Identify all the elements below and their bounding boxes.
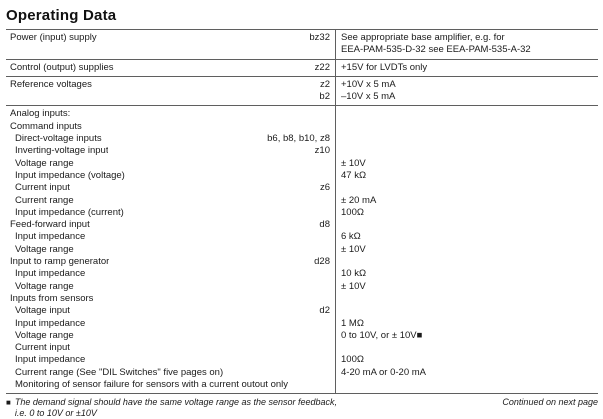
pin-code	[330, 342, 335, 354]
parameter-label: Current input	[15, 182, 70, 194]
parameter-label: Voltage range	[15, 243, 74, 255]
parameter-label: Input impedance (voltage)	[15, 169, 125, 181]
table-row	[6, 108, 598, 120]
pin-code	[330, 207, 335, 219]
parameter-cell	[6, 182, 335, 194]
parameter-cell	[6, 293, 335, 305]
parameter-cell	[6, 354, 335, 366]
pin-code	[330, 231, 335, 243]
parameter-cell	[6, 170, 335, 182]
parameter-value: 10 kΩ	[341, 268, 367, 280]
parameter-value: –10V x 5 mA	[341, 91, 396, 103]
pin-code	[330, 44, 335, 56]
footnote-line1: The demand signal should have the same voltage range as the sensor feedback,	[14, 397, 338, 408]
parameter-value: ± 10V	[341, 157, 366, 169]
table-row	[6, 170, 598, 182]
pin-code	[330, 367, 335, 379]
parameter-cell	[6, 158, 335, 170]
pin-code	[330, 318, 335, 330]
pin-code	[330, 379, 335, 391]
parameter-value: +15V for LVDTs only	[341, 61, 428, 73]
pin-code	[330, 170, 335, 182]
table-row	[6, 91, 598, 103]
parameter-value: 100Ω	[341, 206, 364, 218]
table-row	[6, 293, 598, 305]
table-row	[6, 318, 598, 330]
parameter-cell	[6, 330, 335, 342]
pin-code	[330, 330, 335, 342]
table-row	[6, 182, 598, 194]
parameter-cell	[6, 91, 335, 103]
parameter-cell	[6, 32, 335, 44]
table-section	[6, 77, 598, 107]
pin-code	[330, 244, 335, 256]
table-row	[6, 268, 598, 280]
parameter-value	[335, 342, 598, 354]
table-row	[6, 62, 598, 74]
footnote-square-icon: ■	[6, 398, 11, 408]
table-row	[6, 207, 598, 219]
parameter-label: Input impedance	[15, 231, 86, 243]
parameter-cell	[6, 62, 335, 74]
parameter-cell	[6, 305, 335, 317]
pin-code: d2	[319, 305, 330, 317]
pin-code: b2	[319, 91, 330, 103]
table-row	[6, 121, 598, 133]
parameter-label: Input impedance	[15, 317, 86, 329]
parameter-label: Input to ramp generator	[10, 256, 110, 268]
parameter-label: Monitoring of sensor failure for sensors with a current outout only	[15, 379, 288, 391]
parameter-value	[335, 108, 598, 120]
parameter-label: Input impedance	[15, 268, 86, 280]
footnote-area	[6, 397, 598, 419]
pin-code	[330, 108, 335, 120]
table-row	[6, 354, 598, 366]
parameter-cell	[6, 231, 335, 243]
parameter-value	[335, 293, 598, 305]
table-row	[6, 195, 598, 207]
parameter-cell	[6, 379, 335, 391]
parameter-value	[335, 219, 598, 231]
parameter-cell	[6, 268, 335, 280]
parameter-label: Input impedance (current)	[15, 206, 124, 218]
parameter-label: Power (input) supply	[10, 32, 97, 43]
table-row	[6, 244, 598, 256]
operating-data-table	[6, 29, 598, 394]
table-row	[6, 32, 598, 44]
parameter-label	[6, 91, 10, 103]
parameter-value: +10V x 5 mA	[341, 78, 396, 90]
parameter-label: Voltage range	[15, 280, 74, 292]
parameter-value: ± 20 mA	[341, 194, 377, 206]
table-row	[6, 219, 598, 231]
pin-code: b6, b8, b10, z8	[267, 133, 330, 145]
pin-code: z6	[319, 182, 330, 194]
parameter-cell	[6, 219, 335, 231]
parameter-label: Current range (See "DIL Switches" five pages on)	[15, 366, 224, 378]
parameter-value: ± 10V	[341, 280, 366, 292]
pin-code	[330, 195, 335, 207]
parameter-value	[335, 182, 598, 194]
parameter-cell	[6, 256, 335, 268]
parameter-cell	[6, 44, 335, 56]
table-row	[6, 256, 598, 268]
table-row	[6, 379, 598, 391]
parameter-label: Current input	[15, 342, 70, 354]
parameter-value: 1 MΩ	[341, 317, 364, 329]
parameter-label: Voltage range	[15, 157, 74, 169]
parameter-value: EEA-PAM-535-D-32 see EEA-PAM-535-A-32	[341, 44, 531, 56]
parameter-label: Inputs from sensors	[10, 292, 94, 304]
parameter-cell	[6, 79, 335, 91]
parameter-value: 100Ω	[341, 354, 364, 366]
parameter-cell	[6, 133, 335, 145]
table-section	[6, 106, 598, 393]
table-row	[6, 145, 598, 157]
parameter-label: Command inputs	[10, 120, 82, 132]
parameter-value: 0 to 10V, or ± 10V■	[341, 329, 423, 341]
pin-code	[330, 281, 335, 293]
table-row	[6, 133, 598, 145]
parameter-value: ± 10V	[341, 243, 366, 255]
parameter-value: 6 kΩ	[341, 231, 361, 243]
pin-code	[330, 158, 335, 170]
parameter-label: Voltage input	[15, 305, 70, 317]
table-row	[6, 281, 598, 293]
pin-code	[330, 293, 335, 305]
table-row	[6, 231, 598, 243]
pin-code	[330, 121, 335, 133]
parameter-cell	[6, 318, 335, 330]
parameter-value	[335, 305, 598, 317]
parameter-value	[335, 256, 598, 268]
parameter-value	[335, 145, 598, 157]
pin-code	[330, 354, 335, 366]
parameter-value: 4-20 mA or 0-20 mA	[341, 366, 427, 378]
parameter-cell	[6, 207, 335, 219]
footnote-line2: i.e. 0 to 10V or ±10V	[14, 408, 97, 419]
parameter-cell	[6, 195, 335, 207]
parameter-value: See appropriate base amplifier, e.g. for	[341, 32, 505, 43]
table-row	[6, 305, 598, 317]
parameter-value: 47 kΩ	[341, 169, 367, 181]
parameter-label: Current range	[15, 194, 74, 206]
pin-code: z22	[314, 61, 330, 73]
parameter-cell	[6, 244, 335, 256]
parameter-label: Input impedance	[15, 354, 86, 366]
parameter-label: Inverting-voltage input	[15, 145, 109, 157]
parameter-label	[6, 44, 10, 56]
parameter-cell	[6, 342, 335, 354]
parameter-label: Reference voltages	[10, 78, 92, 90]
parameter-label: Feed-forward input	[10, 219, 90, 231]
table-section	[6, 60, 598, 77]
footnote	[6, 397, 337, 419]
parameter-cell	[6, 367, 335, 379]
parameter-value	[335, 133, 598, 145]
parameter-label: Control (output) supplies	[10, 61, 114, 73]
table-row	[6, 330, 598, 342]
pin-code	[330, 268, 335, 280]
pin-code: d8	[319, 219, 330, 231]
pin-code: d28	[314, 256, 330, 268]
page-title: Operating Data	[6, 7, 117, 24]
table-section	[6, 30, 598, 60]
parameter-value	[335, 379, 598, 391]
table-row	[6, 79, 598, 91]
parameter-label: Voltage range	[15, 329, 74, 341]
pin-code: z2	[319, 78, 330, 90]
parameter-cell	[6, 108, 335, 120]
table-row	[6, 367, 598, 379]
parameter-label: Direct-voltage inputs	[15, 133, 102, 145]
table-row	[6, 158, 598, 170]
pin-code: z10	[314, 145, 330, 157]
pin-code: bz32	[309, 32, 330, 43]
parameter-cell	[6, 145, 335, 157]
parameter-value	[335, 121, 598, 133]
parameter-cell	[6, 281, 335, 293]
parameter-cell	[6, 121, 335, 133]
parameter-label: Analog inputs:	[10, 108, 71, 120]
table-row	[6, 44, 598, 56]
table-row	[6, 342, 598, 354]
continued-note: Continued on next page	[502, 397, 598, 408]
